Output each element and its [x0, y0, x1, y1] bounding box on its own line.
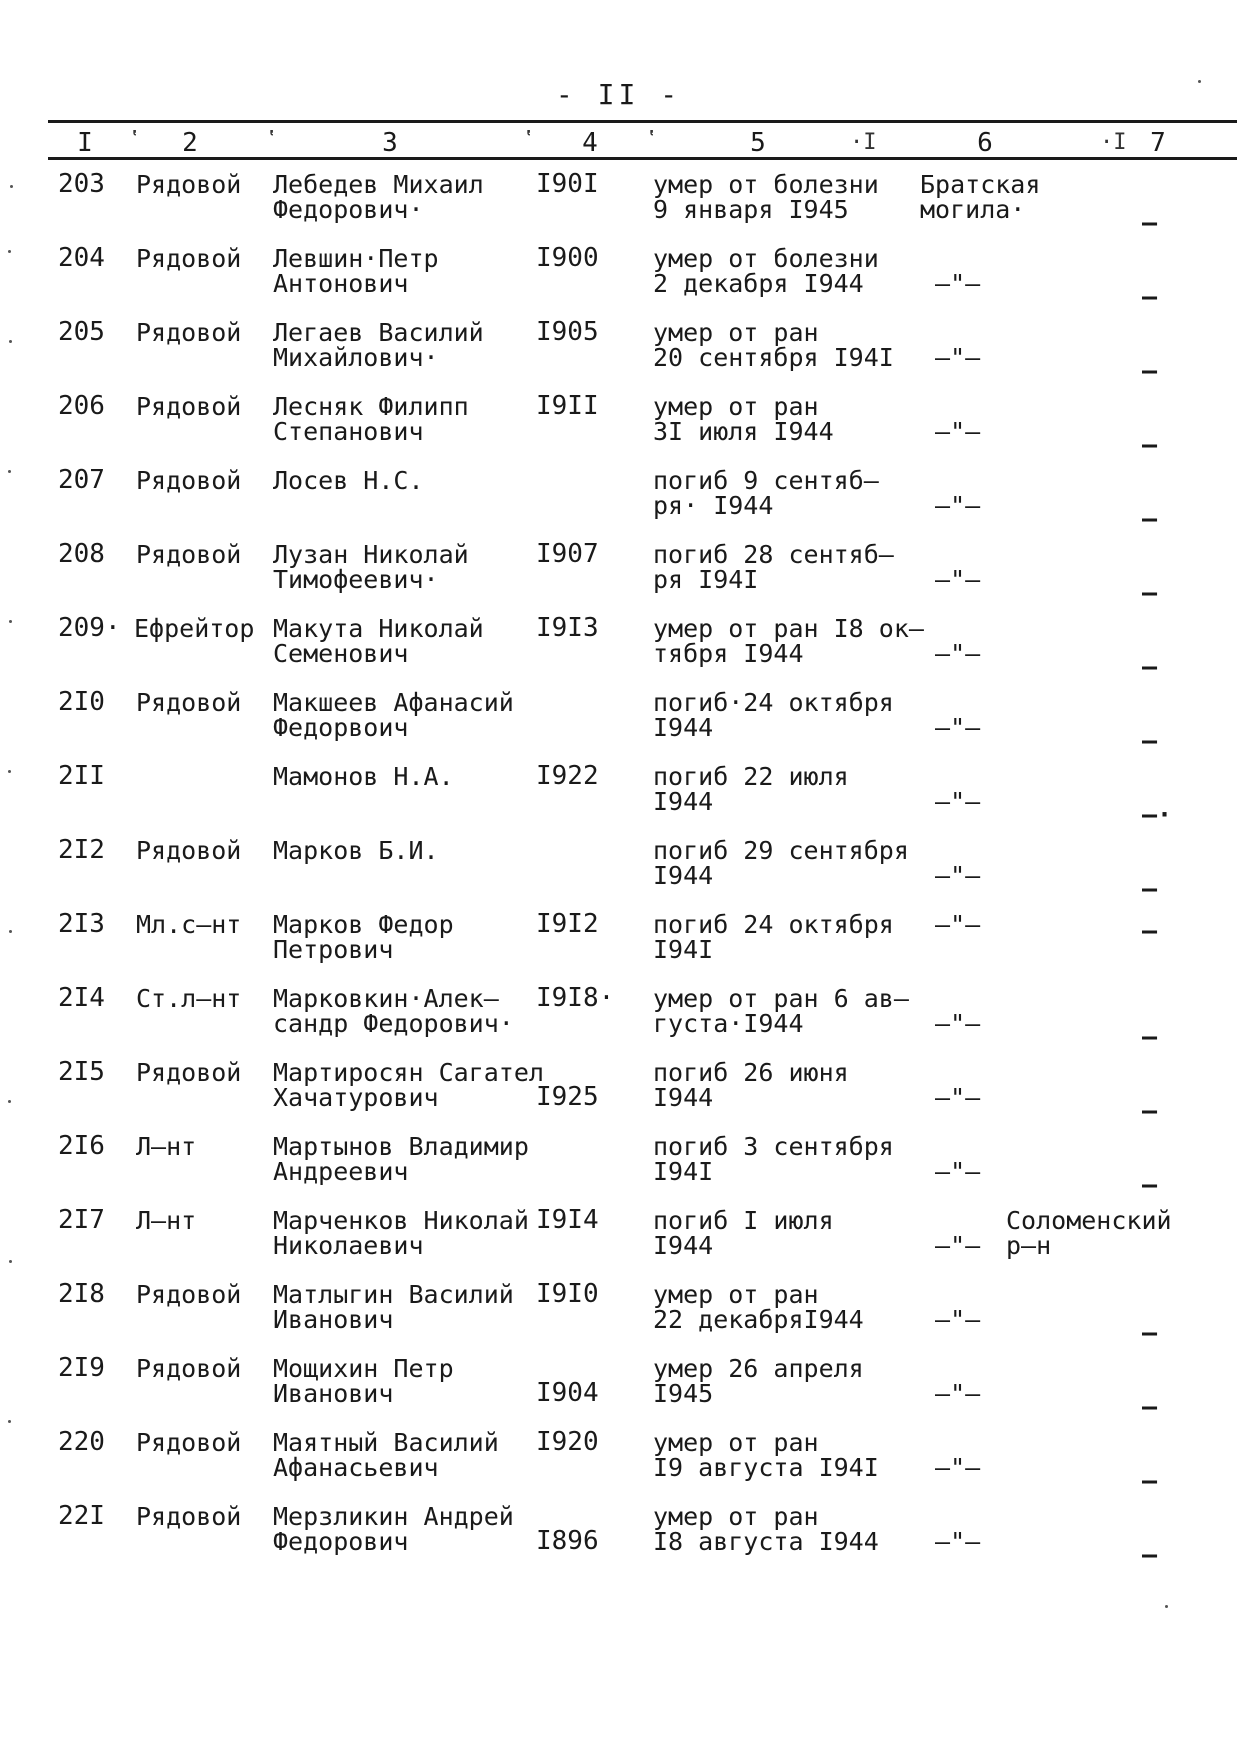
- fate-line-1: погиб 28 сентяб–: [653, 540, 894, 569]
- burial-line-2: –"–: [920, 713, 981, 742]
- column-7-dash: –: [1142, 1392, 1158, 1421]
- full-name-line-1: Левшин·Петр: [273, 244, 439, 273]
- full-name-line-1: Лосев Н.С.: [273, 466, 424, 495]
- fate-line-1: умер от ран: [653, 392, 819, 421]
- column-divider: ʽ: [645, 130, 659, 155]
- record-number: 2I0: [58, 687, 105, 717]
- column-7-dash: –: [1142, 282, 1158, 311]
- birth-year: I907: [536, 539, 599, 569]
- full-name-line-2: сандр Федорович·: [273, 1009, 514, 1038]
- record-number: 2II: [58, 761, 105, 791]
- table-row: [0, 1427, 1237, 1504]
- fate-line-1: умер от ран: [653, 1428, 819, 1457]
- full-name-line-2: Петрович: [273, 935, 394, 964]
- rank: Рядовой: [136, 1354, 242, 1383]
- scan-speck: [8, 1100, 11, 1103]
- burial-line-2: –"–: [920, 1157, 981, 1186]
- record-number: 207: [58, 465, 105, 495]
- full-name-line-2: Федорович·: [273, 195, 424, 224]
- record-number: 206: [58, 391, 105, 421]
- birth-year: I9I0: [536, 1279, 599, 1309]
- column-header-3: 3: [382, 128, 398, 158]
- full-name-line-1: Матлыгин Василий: [273, 1280, 514, 1309]
- fate-line-1: погиб 29 сентября: [653, 836, 909, 865]
- column-7-dash: –: [1142, 652, 1158, 681]
- birth-year: I896: [536, 1526, 599, 1556]
- record-number: 209·: [58, 613, 121, 643]
- column-7-dash: –: [1142, 916, 1158, 945]
- birth-year: I9I8·: [536, 983, 615, 1013]
- full-name-line-1: Мощихин Петр: [273, 1354, 454, 1383]
- fate-line-2: 20 сентября I94I: [653, 343, 894, 372]
- header-bottom-rule: [48, 157, 1237, 160]
- scan-speck: [1198, 80, 1201, 83]
- rank: Л–нт: [136, 1206, 197, 1235]
- full-name-line-1: Лесняк Филипп: [273, 392, 469, 421]
- birth-year: I920: [536, 1427, 599, 1457]
- column-7-dash: –: [1142, 874, 1158, 903]
- full-name-line-1: Марченков Николай: [273, 1206, 529, 1235]
- burial-line-2: могила·: [920, 195, 1026, 224]
- column-divider: ʽ: [128, 130, 142, 155]
- column-7-dash: –: [1142, 208, 1158, 237]
- fate-line-1: умер от ран 6 ав–: [653, 984, 909, 1013]
- table-row: [0, 835, 1237, 912]
- rank: Рядовой: [136, 836, 242, 865]
- fate-line-1: умер 26 апреля: [653, 1354, 864, 1383]
- scan-speck: [8, 250, 11, 253]
- fate-line-2: 2 декабря I944: [653, 269, 864, 298]
- scan-speck: [9, 340, 12, 343]
- burial-line-2: –"–: [920, 1305, 981, 1334]
- table-row: [0, 613, 1237, 690]
- burial-line-2: –"–: [920, 1379, 981, 1408]
- burial-line-2: –"–: [920, 639, 981, 668]
- full-name-line-2: Иванович: [273, 1379, 394, 1408]
- birth-year: I9I4: [536, 1205, 599, 1235]
- burial-line-2: –"–: [920, 1527, 981, 1556]
- full-name-line-1: Мартиросян Сагател: [273, 1058, 544, 1087]
- fate-line-2: 3I июля I944: [653, 417, 834, 446]
- birth-year: I90I: [536, 169, 599, 199]
- birth-year: I905: [536, 317, 599, 347]
- full-name-line-1: Макута Николай: [273, 614, 484, 643]
- record-number: 208: [58, 539, 105, 569]
- column-7-dash: –: [1142, 504, 1158, 533]
- column-7-dash: –: [1142, 1318, 1158, 1347]
- rank: Рядовой: [136, 244, 242, 273]
- full-name-line-1: Макшеев Афанасий: [273, 688, 514, 717]
- burial-line-2: –"–: [920, 269, 981, 298]
- table-row: [0, 317, 1237, 394]
- scan-speck: [1165, 1605, 1168, 1608]
- record-number: 2I8: [58, 1279, 105, 1309]
- fate-line-1: погиб 26 июня: [653, 1058, 849, 1087]
- full-name-line-2: Михайлович·: [273, 343, 439, 372]
- rank: Рядовой: [136, 688, 242, 717]
- scan-speck: [8, 770, 11, 773]
- scan-speck: [8, 470, 11, 473]
- rank: Мл.с–нт: [136, 910, 242, 939]
- table-row: [0, 169, 1237, 246]
- rank: Ефрейтор: [134, 614, 255, 643]
- record-number: 205: [58, 317, 105, 347]
- record-number: 2I7: [58, 1205, 105, 1235]
- note-line-1: Соломенский: [1006, 1206, 1172, 1235]
- column-header-2: 2: [182, 128, 198, 158]
- column-divider: ʽ: [265, 130, 279, 155]
- note-line-2: р–н: [1006, 1231, 1052, 1260]
- full-name-line-1: Маятный Василий: [273, 1428, 499, 1457]
- full-name-line-2: Тимофеевич·: [273, 565, 439, 594]
- record-number: 204: [58, 243, 105, 273]
- record-number: 2I5: [58, 1057, 105, 1087]
- column-7-dash: –: [1142, 1466, 1158, 1495]
- rank: Рядовой: [136, 318, 242, 347]
- column-header-4: 4: [582, 128, 598, 158]
- fate-line-1: погиб 3 сентября: [653, 1132, 894, 1161]
- full-name-line-1: Марков Федор: [273, 910, 454, 939]
- table-row: [0, 761, 1237, 838]
- record-number: 203: [58, 169, 105, 199]
- record-number: 2I6: [58, 1131, 105, 1161]
- column-7-dash: –·: [1142, 800, 1173, 829]
- full-name-line-1: Лебедев Михаил: [273, 170, 484, 199]
- page-number: - II -: [555, 78, 682, 111]
- full-name-line-1: Легаев Василий: [273, 318, 484, 347]
- record-number: 2I2: [58, 835, 105, 865]
- fate-line-2: 9 января I945: [653, 195, 849, 224]
- column-header-1: I: [77, 128, 93, 158]
- fate-line-1: умер от ран: [653, 1502, 819, 1531]
- birth-year: I9II: [536, 391, 599, 421]
- rank: Рядовой: [136, 1502, 242, 1531]
- fate-line-1: погиб·24 октября: [653, 688, 894, 717]
- birth-year: I925: [536, 1082, 599, 1112]
- fate-line-2: I9 августа I94I: [653, 1453, 879, 1482]
- table-row: [0, 909, 1237, 986]
- column-header-7: 7: [1150, 128, 1166, 158]
- fate-line-2: I944: [653, 861, 714, 890]
- column-7-dash: –: [1142, 726, 1158, 755]
- table-row: [0, 1501, 1237, 1578]
- full-name-line-2: Семенович: [273, 639, 409, 668]
- table-top-rule: [48, 120, 1237, 123]
- fate-line-1: погиб 24 октября: [653, 910, 894, 939]
- burial-line-2: –"–: [920, 491, 981, 520]
- full-name-line-2: Николаевич: [273, 1231, 424, 1260]
- rank: Рядовой: [136, 540, 242, 569]
- fate-line-1: умер от болезни: [653, 244, 879, 273]
- burial-line-2: –"–: [920, 417, 981, 446]
- full-name-line-2: Иванович: [273, 1305, 394, 1334]
- fate-line-2: I944: [653, 787, 714, 816]
- burial-line-2: –"–: [920, 861, 981, 890]
- fate-line-2: 22 декабряI944: [653, 1305, 864, 1334]
- column-7-dash: –: [1142, 1540, 1158, 1569]
- burial-line-2: –"–: [920, 565, 981, 594]
- fate-line-1: умер от ран I8 ок–: [653, 614, 924, 643]
- rank: Л–нт: [136, 1132, 197, 1161]
- table-row: [0, 465, 1237, 542]
- table-row: [0, 1353, 1237, 1430]
- rank: Рядовой: [136, 1280, 242, 1309]
- column-7-dash: –: [1142, 430, 1158, 459]
- table-row: [0, 243, 1237, 320]
- fate-line-1: погиб I июля: [653, 1206, 834, 1235]
- table-row: [0, 1057, 1237, 1134]
- full-name-line-2: Федорович: [273, 1527, 409, 1556]
- table-row: [0, 1279, 1237, 1356]
- column-7-dash: –: [1142, 1170, 1158, 1199]
- scan-speck: [8, 1420, 11, 1423]
- full-name-line-1: Марковкин·Алек–: [273, 984, 499, 1013]
- birth-year: I922: [536, 761, 599, 791]
- table-row: [0, 983, 1237, 1060]
- fate-line-2: тября I944: [653, 639, 804, 668]
- fate-line-2: I944: [653, 1231, 714, 1260]
- fate-line-2: ря I94I: [653, 565, 759, 594]
- record-number: 2I3: [58, 909, 105, 939]
- column-7-dash: –: [1142, 356, 1158, 385]
- burial-line-2: –"–: [920, 1009, 981, 1038]
- full-name-line-1: Мартынов Владимир: [273, 1132, 529, 1161]
- burial-line-1: Братская: [920, 170, 1041, 199]
- burial-line-2: –"–: [920, 1231, 981, 1260]
- full-name-line-1: Мамонов Н.А.: [273, 762, 454, 791]
- full-name-line-2: Андреевич: [273, 1157, 409, 1186]
- full-name-line-2: Антонович: [273, 269, 409, 298]
- table-row: [0, 539, 1237, 616]
- fate-line-1: умер от ран: [653, 318, 819, 347]
- column-7-dash: –: [1142, 1022, 1158, 1051]
- fate-line-1: погиб 22 июля: [653, 762, 849, 791]
- burial-line-2: –"–: [920, 1083, 981, 1112]
- full-name-line-2: Афанасьевич: [273, 1453, 439, 1482]
- rank: Рядовой: [136, 170, 242, 199]
- column-divider: ·I: [850, 130, 877, 155]
- fate-line-1: умер от болезни: [653, 170, 879, 199]
- rank: Рядовой: [136, 392, 242, 421]
- full-name-line-2: Федорвоич: [273, 713, 409, 742]
- scan-speck: [9, 620, 12, 623]
- fate-line-1: погиб 9 сентяб–: [653, 466, 879, 495]
- column-divider: ·I: [1100, 130, 1127, 155]
- rank: Ст.л–нт: [136, 984, 242, 1013]
- burial-line-2: –"–: [920, 1453, 981, 1482]
- table-row: [0, 1205, 1237, 1282]
- fate-line-2: I944: [653, 713, 714, 742]
- column-7-dash: –: [1142, 578, 1158, 607]
- record-number: 2I4: [58, 983, 105, 1013]
- birth-year: I904: [536, 1378, 599, 1408]
- burial-line-2: –"–: [920, 787, 981, 816]
- column-header-6: 6: [977, 128, 993, 158]
- fate-line-2: густа·I944: [653, 1009, 804, 1038]
- birth-year: I9I3: [536, 613, 599, 643]
- rank: Рядовой: [136, 1428, 242, 1457]
- fate-line-2: I945: [653, 1379, 714, 1408]
- record-number: 22I: [58, 1501, 105, 1531]
- birth-year: I900: [536, 243, 599, 273]
- fate-line-2: I94I: [653, 935, 714, 964]
- full-name-line-1: Лузан Николай: [273, 540, 469, 569]
- scan-speck: [10, 185, 13, 188]
- table-row: [0, 1131, 1237, 1208]
- table-row: [0, 687, 1237, 764]
- column-divider: ʽ: [522, 130, 536, 155]
- table-row: [0, 391, 1237, 468]
- scan-speck: [9, 1260, 12, 1263]
- full-name-line-2: Степанович: [273, 417, 424, 446]
- full-name-line-2: Хачатурович: [273, 1083, 439, 1112]
- fate-line-1: умер от ран: [653, 1280, 819, 1309]
- burial-line-2: –"–: [920, 343, 981, 372]
- scan-speck: [9, 930, 12, 933]
- rank: Рядовой: [136, 466, 242, 495]
- fate-line-2: I8 августа I944: [653, 1527, 879, 1556]
- column-header-5: 5: [750, 128, 766, 158]
- fate-line-2: I944: [653, 1083, 714, 1112]
- record-number: 220: [58, 1427, 105, 1457]
- burial-line-1: –"–: [920, 910, 981, 939]
- birth-year: I9I2: [536, 909, 599, 939]
- full-name-line-1: Мерзликин Андрей: [273, 1502, 514, 1531]
- fate-line-2: ря· I944: [653, 491, 774, 520]
- rank: Рядовой: [136, 1058, 242, 1087]
- column-7-dash: –: [1142, 1096, 1158, 1125]
- record-number: 2I9: [58, 1353, 105, 1383]
- full-name-line-1: Марков Б.И.: [273, 836, 439, 865]
- fate-line-2: I94I: [653, 1157, 714, 1186]
